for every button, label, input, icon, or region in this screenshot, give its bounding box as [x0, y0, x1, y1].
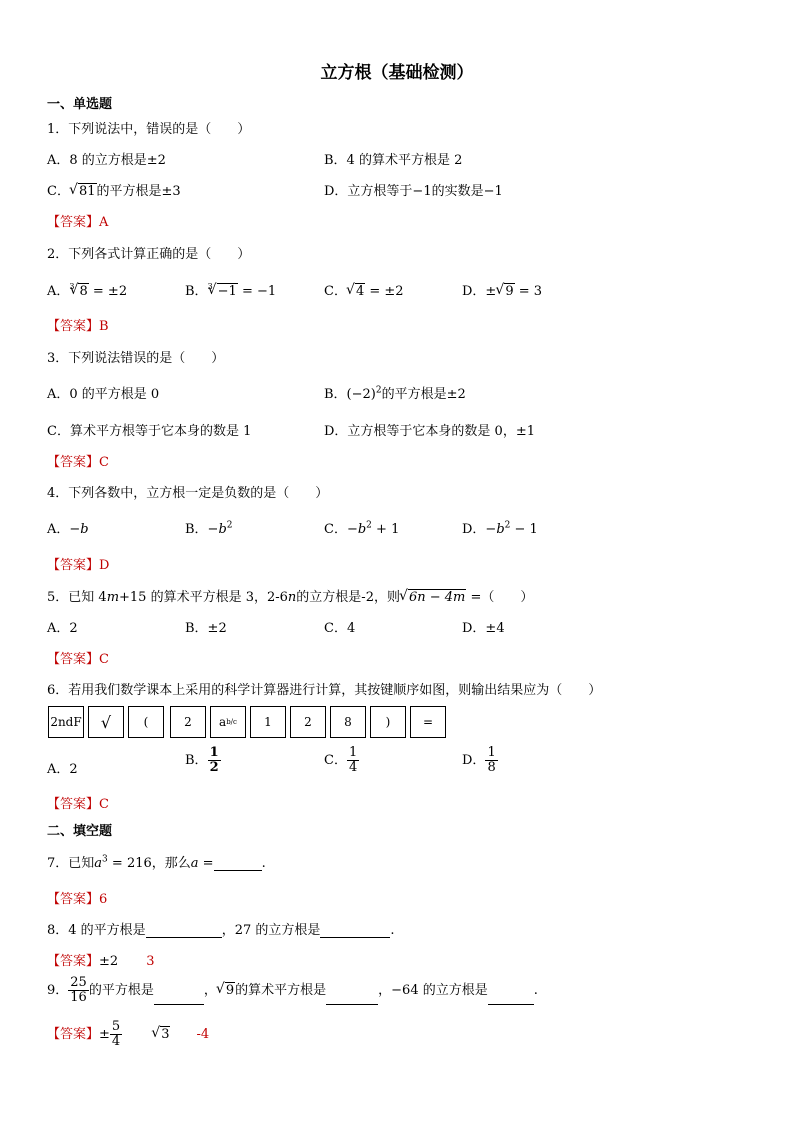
question-5-option-a: A．2 [47, 621, 78, 636]
question-7-answer: 【答案】6 [47, 892, 108, 907]
question-3-stem: 3．下列说法错误的是（ ） [47, 351, 225, 366]
question-8-stem: 8．4 的平方根是 ，27 的立方根是 . [47, 923, 395, 938]
answer-blank [320, 925, 390, 938]
answer-blank [154, 992, 204, 1005]
question-2-option-a: A．$^3$√ 8 = ±2 [47, 280, 127, 299]
question-8-answer: 【答案】±2 3 [47, 954, 155, 969]
page-title: 立方根（基础检测） [320, 63, 474, 83]
calc-key-2b: 2 [290, 706, 326, 738]
question-1-option-d: D．立方根等于−1的实数是−1 [324, 184, 503, 199]
calc-key-open-paren: ( [128, 706, 164, 738]
question-2-answer: 【答案】B [47, 319, 109, 334]
question-2-stem: 2．下列各式计算正确的是（ ） [47, 247, 251, 262]
question-7-stem: 7．已知$a^3 = 216$，那么a = . [47, 854, 266, 871]
question-3-answer: 【答案】C [47, 455, 109, 470]
calc-key-equals: = [410, 706, 446, 738]
question-5-option-d: D．±4 [462, 621, 505, 636]
question-1-option-a: A．8 的立方根是±2 [47, 153, 166, 168]
question-4-option-a: A．−b [47, 522, 89, 537]
question-5-stem: 5．已知 4m+15 的算术平方根是 3，2-6n的立方根是-2，则√ 6n − 4m =（ ） [47, 586, 533, 605]
question-2-option-b: B．$^3$√ −1 = −1 [185, 280, 276, 299]
question-6-option-b: B． $\frac{1}{2}$ [185, 745, 219, 775]
answer-blank [488, 992, 534, 1005]
question-1-option-b: B．4 的算术平方根是 2 [324, 153, 463, 168]
question-4-option-b: B．$-b^2$ [185, 520, 233, 537]
question-5-option-b: B．±2 [185, 621, 227, 636]
question-9-answer: 【答案】± $\frac{5}{4}$ √ 3 -4 [47, 1020, 209, 1049]
question-4-option-d: D．$-b^2 - 1$ [462, 520, 538, 537]
calc-key-fraction: a b/c [210, 706, 246, 738]
question-4-stem: 4．下列各数中，立方根一定是负数的是（ ） [47, 486, 329, 501]
answer-blank [326, 992, 378, 1005]
question-4-option-c: C．$-b^2 + 1$ [324, 520, 400, 537]
question-4-answer: 【答案】D [47, 558, 110, 573]
question-3-option-d: D．立方根等于它本身的数是 0，±1 [324, 424, 535, 439]
answer-blank [214, 858, 262, 871]
calc-key-sqrt: √ [88, 706, 124, 738]
question-9-stem: 9． $\frac{25}{16}$ 的平方根是 ，√ 9的算术平方根是 ，−64 的立方根是 . [47, 976, 538, 1005]
calc-key-2: 2 [170, 706, 206, 738]
question-6-answer: 【答案】C [47, 797, 109, 812]
question-5-answer: 【答案】C [47, 652, 109, 667]
question-2-option-c: C．√ 4 = ±2 [324, 280, 404, 299]
question-1-option-c: C．√ 81的平方根是±3 [47, 180, 181, 199]
answer-blank [146, 925, 222, 938]
calc-key-8: 8 [330, 706, 366, 738]
section-heading-fill-blank: 二、填空题 [47, 824, 113, 839]
calc-key-2ndf: 2ndF [48, 706, 84, 738]
question-6-option-c: C． $\frac{1}{4}$ [324, 745, 358, 775]
question-3-option-a: A．0 的平方根是 0 [47, 387, 160, 402]
question-3-option-b: B．$(-2)^2$的平方根是±2 [324, 385, 466, 402]
sqrt-symbol: √ 81 [70, 184, 97, 199]
question-1-stem: 1．下列说法中，错误的是（ ） [47, 122, 251, 137]
question-5-option-c: C．4 [324, 621, 356, 636]
calc-key-close-paren: ) [370, 706, 406, 738]
question-2-option-d: D．±√ 9 = 3 [462, 280, 542, 299]
question-6-option-d: D． $\frac{1}{8}$ [462, 745, 496, 775]
section-heading-single-choice: 一、单选题 [47, 97, 113, 112]
question-6-stem: 6．若用我们数学课本上采用的科学计算器进行计算，其按键顺序如图，则输出结果应为（ ） [47, 683, 602, 698]
question-6-option-a: A．2 [47, 762, 78, 777]
question-3-option-c: C．算术平方根等于它本身的数是 1 [47, 424, 252, 439]
calc-key-1: 1 [250, 706, 286, 738]
question-1-answer: 【答案】A [47, 215, 109, 230]
